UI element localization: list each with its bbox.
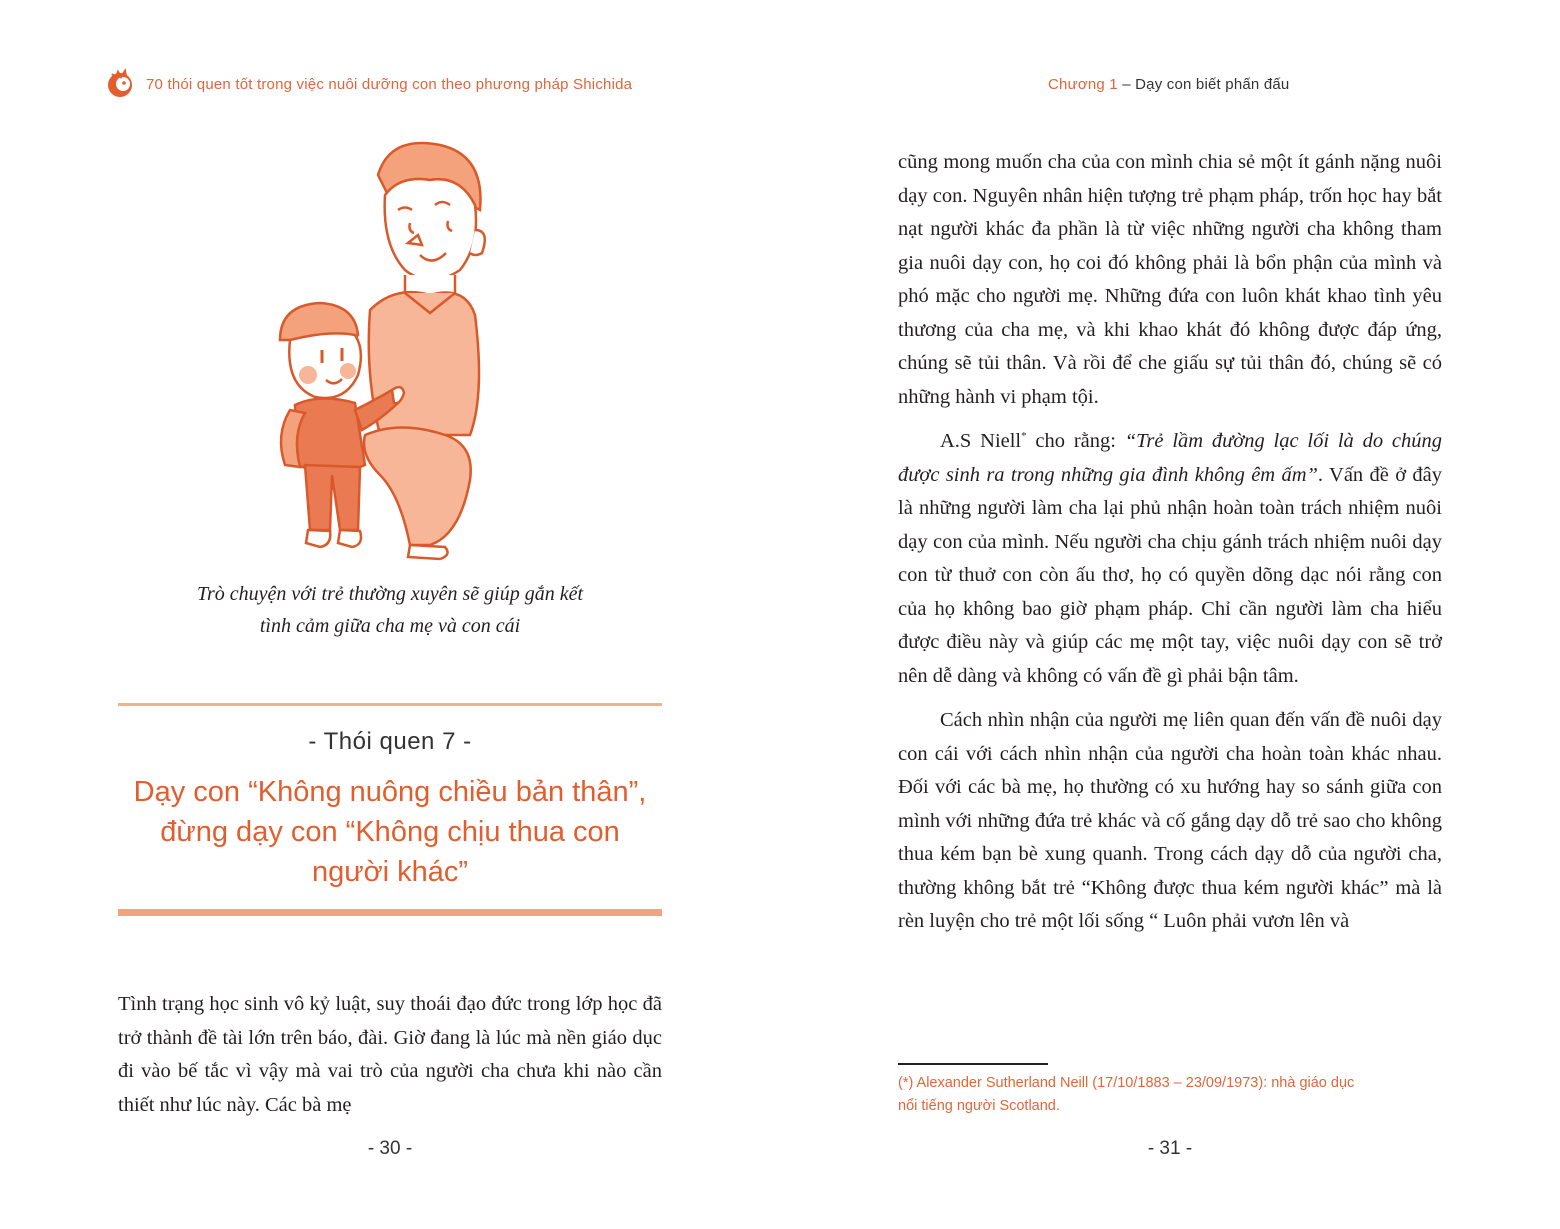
body-paragraph: cũng mong muốn cha của con mình chia sẻ một ít gánh nặng nuôi dạy con. Nguyên nhân hiện tượng trẻ phạm pháp, trốn học hay bắt nạt người khác đa phần là từ việc những người cha không tham gia nuôi dạy con, họ coi đó không phải là bổn phận của mình và phó mặc cho người mẹ. Những đứa con luôn khát khao tình yêu thương của cha mẹ, và khi khao khát đó không được đáp ứng, chúng sẽ tủi thân. Và rồi để che giấu sự tủi thân đó, chúng sẽ có những hành vi phạm tội. bbox=[898, 151, 1442, 408]
footnote-divider bbox=[898, 1063, 1048, 1065]
publisher-logo-icon bbox=[104, 68, 136, 100]
footnote-line: nổi tiếng người Scotland. bbox=[898, 1098, 1060, 1114]
page-number: - 30 - bbox=[367, 1138, 413, 1159]
page-number: - 31 - bbox=[1147, 1138, 1193, 1159]
habit-title-line: đừng dạy con “Không chịu thua con bbox=[160, 816, 620, 848]
section-divider-top bbox=[118, 703, 662, 706]
paragraph-text: cho rằng: bbox=[1026, 430, 1125, 452]
habit-number: - Thói quen 7 - bbox=[308, 728, 472, 755]
habit-title bbox=[118, 772, 662, 892]
right-body-text bbox=[898, 146, 1442, 939]
left-body-text bbox=[118, 988, 662, 1122]
caption-line: tình cảm giữa cha mẹ và con cái bbox=[259, 615, 521, 637]
running-header: 70 thói quen tốt trong việc nuôi dưỡng con theo phương pháp Shichida bbox=[146, 76, 633, 93]
quote-text: “Trẻ lầm đường lạc lối là do chúng được sinh ra trong những gia đình không êm ấm” bbox=[898, 430, 1442, 486]
body-paragraph bbox=[898, 425, 1442, 693]
habit-title-line: Dạy con “Không nuông chiều bản thân”, bbox=[133, 776, 647, 808]
paragraph-text: . Vấn đề ở đây là những người làm cha lại phủ nhận hoàn toàn trách nhiệm nuôi dạy con của mình. Nếu người cha chịu gánh trách nhiệm nuôi dạy con từ thuở con còn ấu thơ, họ có quyền dõng dạc nói rằng con của họ không bao giờ phạm pháp. Chỉ cần người làm cha hiểu được điều này và giúp các mẹ một tay, việc nuôi dạy con sẽ trở nên dễ dàng và không có vấn đề gì phải bận tâm. bbox=[898, 463, 1442, 687]
chapter-label: Chương 1 bbox=[1048, 76, 1118, 93]
illustration-caption bbox=[118, 578, 662, 642]
section-divider-bottom bbox=[118, 909, 662, 916]
father-and-child-illustration bbox=[270, 135, 500, 565]
habit-title-line: người khác” bbox=[311, 856, 469, 888]
quoted-author: A.S Niell bbox=[940, 430, 1022, 452]
body-paragraph: Cách nhìn nhận của người mẹ liên quan đến vấn đề nuôi dạy con cái với cách nhìn nhận của người cha hoàn toàn khác nhau. Đối với các bà mẹ, họ thường có xu hướng hay so sánh giữa con mình với những đứa trẻ khác và cố gắng dạy dỗ trẻ sao cho không thua kém bạn bè xung quanh. Trong cách dạy dỗ của người cha, thường không bắt trẻ “Không được thua kém người khác” mà là rèn luyện cho trẻ một lối sống “ Luôn phải vươn lên và bbox=[898, 709, 1442, 932]
chapter-title: – Dạy con biết phấn đấu bbox=[1117, 76, 1290, 93]
footnote bbox=[898, 1072, 1448, 1118]
right-page bbox=[780, 0, 1560, 1229]
footnote-line: (*) Alexander Sutherland Neill (17/10/1883 – 23/09/1973): nhà giáo dục bbox=[898, 1075, 1355, 1091]
running-header bbox=[1048, 76, 1289, 93]
caption-line: Trò chuyện với trẻ thường xuyên sẽ giúp gắn kết bbox=[196, 583, 584, 605]
body-paragraph: Tình trạng học sinh vô kỷ luật, suy thoái đạo đức trong lớp học đã trở thành đề tài lớn trên báo, đài. Giờ đang là lúc mà nền giáo dục đi vào bế tắc vì vậy mà vai trò của người cha chưa khi nào cần thiết như lúc này. Các bà mẹ bbox=[118, 993, 662, 1116]
footnote-marker: * bbox=[1021, 430, 1027, 443]
